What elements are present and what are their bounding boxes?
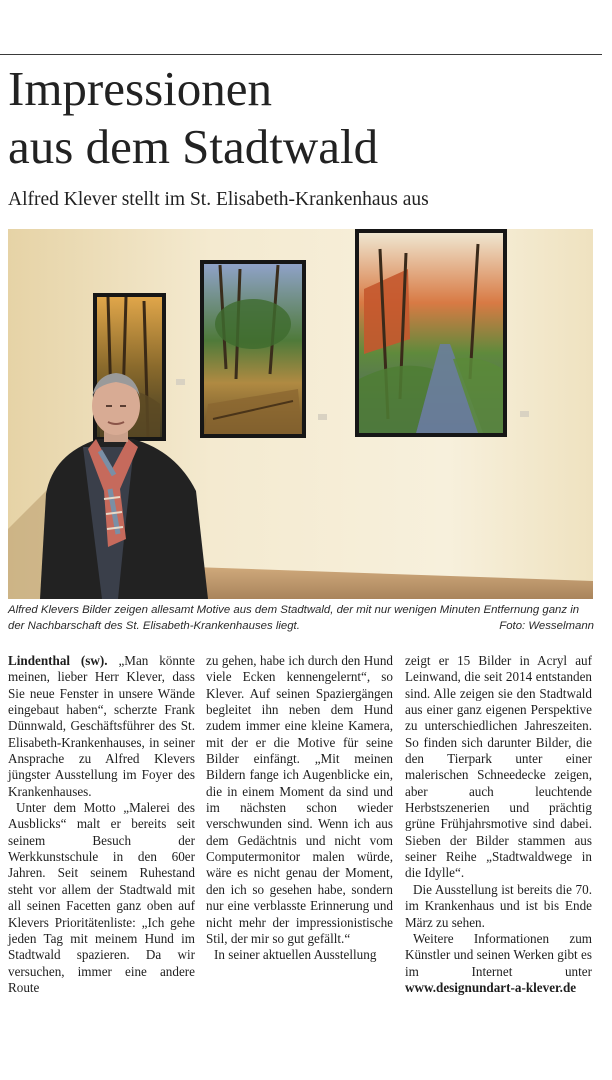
article-photo xyxy=(8,229,593,599)
subheadline: Alfred Klever stellt im St. Elisabeth-Krankenhaus aus xyxy=(8,189,429,210)
paragraph: Unter dem Motto „Malerei des Ausblicks“ malt er bereits seit seinem Besuch der Werkkunstschule in den 60er Jahren. Seit seinem Ruhestand steht vor allem der Stadtwald mit all seinen Facetten ganz oben auf Klevers Prioritätenliste: „Ich gehe jeden Tag mit meinem Hund im Stadtwald spazieren. Da wir versuchen, immer eine andere Route xyxy=(8,800,195,995)
headline-line-2: aus dem Stadtwald xyxy=(8,119,379,174)
caption-text: Alfred Klevers Bilder zeigen allesamt Motive aus dem Stadtwald, der mit nur wenigen Minuten Entfernung ganz in der Nachbarschaft des St. Elisabeth-Krankenhauses liegt. xyxy=(8,604,580,632)
top-rule xyxy=(0,54,602,55)
paragraph xyxy=(8,653,195,800)
painting-3 xyxy=(355,229,507,437)
paragraph-text: „Man könnte meinen, lieber Herr Klever, dass Sie neue Fenster in unsere Wände eingebaut haben“, scherzte Frank Dünnwald, Geschäftsführer des St. Elisabeth-Krankenhauses, in seiner Ansprache zu Alfred Klevers jüngster Ausstellung im Foyer des Krankenhauses. xyxy=(8,653,195,799)
article-column-1 xyxy=(8,653,195,996)
paragraph: zeigt er 15 Bilder in Acryl auf Leinwand, die seit 2014 entstanden sind. Alle zeigen sie den Stadtwald aus einer ganz eigenen Perspektive zu unterschiedlichen Jahreszeiten. So finden sich darunter Bilder, die den Tierpark unter einer malerischen Schneedecke zeigen, aber auch leuchtende Herbstszenerien und prächtig grüne Frühjahrsmotive sind dabei. Sieben der Bilder stammen aus seiner Reihe „Stadtwaldwege in die Idylle“. xyxy=(405,653,592,881)
paragraph-text: Weitere Informationen zum Künstler und seinen Werken gibt es im Internet unter xyxy=(405,930,592,979)
dateline: Lindenthal (sw). xyxy=(8,653,108,668)
photo-credit: Foto: Wesselmann xyxy=(499,619,594,632)
photo-caption xyxy=(8,603,594,634)
paragraph xyxy=(405,931,592,996)
paragraph: In seiner aktuellen Ausstellung xyxy=(214,947,377,963)
website-link[interactable]: www.designundart-a-klever.de xyxy=(405,979,577,995)
headline xyxy=(8,60,598,176)
headline-line-1: Impressionen xyxy=(8,61,272,116)
article-column-3 xyxy=(405,653,592,996)
paragraph: zu gehen, habe ich durch den Hund viele Ecken kennengelernt“, so Klever. Auf seinen Spaziergängen begleitet ihn neben dem Hund zudem immer eine kleine Kamera, mit der er die Motive für seine Bilder einfängt. „Mit meinen Bildern fange ich Augenblicke ein, die in einem Moment da sind und im nächsten schon wieder verschwunden sind. Wenn ich aus dem Gedächtnis und nicht vom Computermonitor malen würde, wäre es nicht genau der Moment, den ich so gesehen habe, sondern nur eine verblasste Erinnerung und nicht mehr der impressionistische Stil, der mir so gut gefällt.“ xyxy=(206,653,393,946)
paragraph: Die Ausstellung ist bereits die 70. im Krankenhaus und ist bis Ende März zu sehen. xyxy=(405,881,592,930)
painting-2 xyxy=(200,260,306,438)
article-column-2 xyxy=(206,653,393,964)
